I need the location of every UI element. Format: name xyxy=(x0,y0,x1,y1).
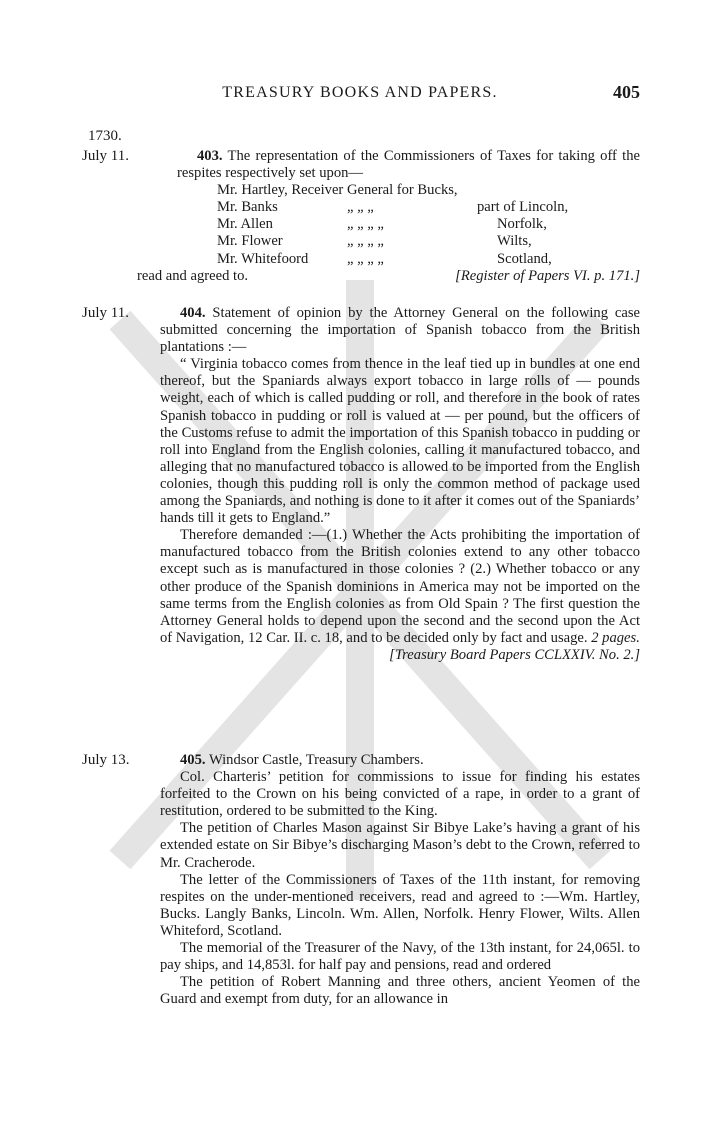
list-name: Mr. Allen xyxy=(217,216,273,233)
entry-number: 403. xyxy=(197,148,223,164)
list-place: part of Lincoln, xyxy=(477,199,569,216)
entry-number: 405. xyxy=(180,752,206,768)
entry-text: The representation of the Commissioners of Taxes for taking off the respites respectively set upon— xyxy=(177,148,640,182)
list-item xyxy=(217,251,640,268)
reference: [Register of Papers VI. p. 171.] xyxy=(455,267,640,284)
respite-list xyxy=(217,182,640,267)
list-place: Scotland, xyxy=(497,250,552,267)
entry-date: July 11. xyxy=(82,305,129,321)
entry-date: July 11. xyxy=(82,148,129,164)
running-head: TREASURY BOOKS AND PAPERS. xyxy=(222,84,498,101)
entry-body xyxy=(160,752,640,1008)
page-number: 405 xyxy=(613,82,640,102)
paragraph: The letter of the Commissioners of Taxes of the 11th instant, for removing respites on the under-mentioned receivers, read and agreed to :—Wm. Hartley, Bucks. Langly Banks, Lincoln. Wm. Allen, Norfolk. Henry Flower, Wilts. Allen Whiteford, Scotland. xyxy=(160,871,640,939)
list-ditto: „ „ „ xyxy=(347,199,374,216)
paragraph: The petition of Robert Manning and three others, ancient Yeomen of the Guard and exempt from duty, for an allowance in xyxy=(160,974,640,1008)
entry-text: Statement of opinion by the Attorney General on the following case submitted concerning the importation of Spanish tobacco from the British plantations :— xyxy=(160,305,640,356)
paragraph: The petition of Charles Mason against Sir Bibye Lake’s having a grant of his extended estate on Sir Bibye’s discharging Mason’s debt to the Crown, referred to Mr. Cracherode. xyxy=(160,820,640,871)
entry-text: Therefore demanded :—(1.) Whether the Acts prohibiting the importation of manufactured tobacco from the British colonies extend to any other tobacco except such as is manufactured in those colonies ? (2.) Whether tobacco or any other produce of the Spanish dominions in America may not be imported on the same terms from the English colonies as from Old Spain ? The first question the Attorney General holds to depend upon the second and the second upon the Act of Navigation, 12 Car. II. c. 18, and to be decided only by fact and usage. xyxy=(160,527,640,646)
entry-body xyxy=(160,305,640,664)
entry-number: 404. xyxy=(180,305,206,321)
entry-body xyxy=(137,148,640,285)
reference-text: [Treasury Board Papers CCLXXIV. No. 2.] xyxy=(389,646,640,663)
list-item xyxy=(217,216,640,233)
list-item xyxy=(217,199,640,216)
list-ditto: „ „ „ „ xyxy=(347,250,384,267)
list-name: Mr. Hartley, Receiver General for Bucks, xyxy=(217,182,458,199)
list-name: Mr. Banks xyxy=(217,199,278,216)
paragraph: Col. Charteris’ petition for commissions to issue for finding his estates forfeited to the Crown on his being convicted of a rape, in order to a grant of restitution, ordered to be submitted to the King. xyxy=(160,769,640,820)
list-place: Wilts, xyxy=(497,233,532,250)
reference xyxy=(160,647,640,664)
list-place: Norfolk, xyxy=(497,216,547,233)
list-ditto: „ „ „ „ xyxy=(347,233,384,250)
closing-text: read and agreed to. xyxy=(137,267,249,284)
list-ditto: „ „ „ „ xyxy=(347,216,384,233)
year-label: 1730. xyxy=(88,128,122,144)
entry-closing xyxy=(137,267,640,285)
entry-date: July 13. xyxy=(82,752,130,768)
page-count: 2 pages. xyxy=(591,629,640,646)
paragraph: The memorial of the Treasurer of the Navy, of the 13th instant, for 24,065l. to pay ships, and 14,853l. for half pay and pensions, read and ordered xyxy=(160,940,640,974)
case-quote: “ Virginia tobacco comes from thence in the leaf tied up in bundles at one end thereof, but the Spaniards always export tobacco in large rolls of — pounds weight, each of which is called pudding or roll, and therefore in the book of rates Spanish tobacco in pudding or roll is valued at — per pound, but the officers of the Customs refuse to admit the importation of this Spanish tobacco in pudding or roll into England from the English colonies, calling it manufactured tobacco, and alleging that no manufactured tobacco is allowed to be imported from the English colonies, though this pudding roll is only the common method of package used among the Spaniards, and nothing is done to it after it comes out of the Spaniards’ hands till it gets to England.” xyxy=(160,356,640,527)
list-item xyxy=(217,182,640,199)
list-name: Mr. Flower xyxy=(217,233,283,250)
entry-heading: Windsor Castle, Treasury Chambers. xyxy=(208,752,424,768)
page-header xyxy=(0,82,720,108)
list-item xyxy=(217,233,640,250)
list-name: Mr. Whitefoord xyxy=(217,250,309,267)
